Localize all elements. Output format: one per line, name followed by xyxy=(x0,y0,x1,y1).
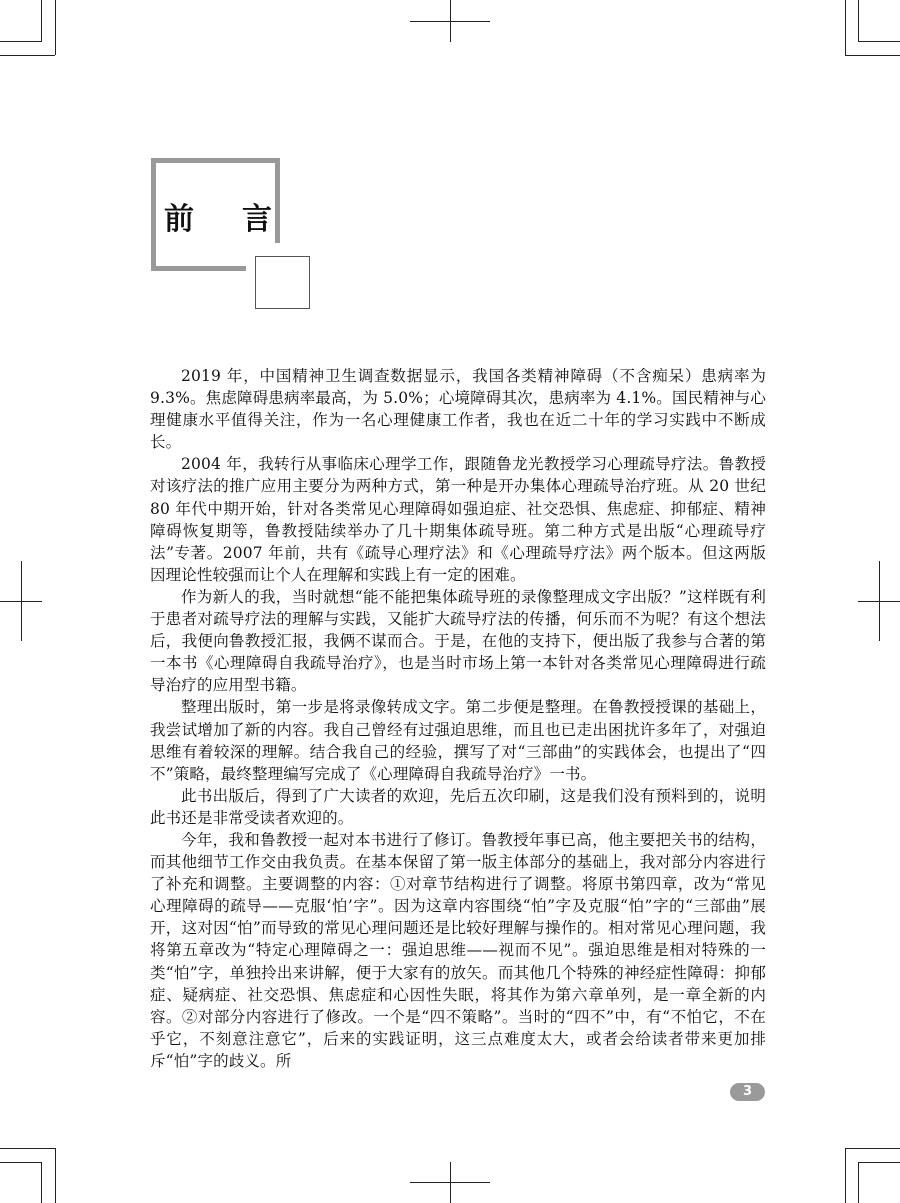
crop-mark xyxy=(845,0,846,55)
body-text xyxy=(150,365,766,1072)
paragraph: 2019 年，中国精神卫生调查数据显示，我国各类精神障碍（不含痴呆）患病率为 9.3%。焦虑障碍患病率最高，为 5.0%；心境障碍其次，患病率为 4.1%。国民精神与心理健康水平值得关注，作为一名心理健康工作者，我也在近二十年的学习实践中不断成长。 xyxy=(150,367,766,452)
title-square xyxy=(255,256,310,309)
title-char-2: 言 xyxy=(242,202,272,237)
paragraph: 今年，我和鲁教授一起对本书进行了修订。鲁教授年事已高，他主要把关书的结构，而其他细节工作交由我负责。在基本保留了第一版主体部分的基础上，我对部分内容进行了补充和调整。主要调整的内容：①对章节结构进行了调整。将原书第四章，改为“常见心理障碍的疏导——克服‘怕’字”。因为这章内容围绕“怕”字及克服“怕”字的“三部曲”展开，这对因“怕”而导致的常见心理问题还是比较好理解与操作的。相对常见心理问题，我将第五章改为“特定心理障碍之一：强迫思维——视而不见”。强迫思维是相对特殊的一类“怕”字，单独拎出来讲解，便于大家有的放矢。而其他几个特殊的神经症性障碍：抑郁症、疑病症、社交恐惧、焦虑症和心因性失眠，将其作为第六章单列，是一章全新的内容。②对部分内容进行了修改。一个是“四不策略”。当时的“四不”中，有“不怕它，不在乎它，不刻意注意它”，后来的实践证明，这三点难度太大，或者会给读者带来更加排斥“怕”字的歧义。所 xyxy=(150,830,766,1070)
crop-mark xyxy=(41,0,42,42)
registration-mark xyxy=(21,561,22,641)
paragraph: 此书出版后，得到了广大读者的欢迎，先后五次印刷，这是我们没有预料到的，说明此书还是非常受读者欢迎的。 xyxy=(150,786,766,827)
crop-mark xyxy=(858,0,859,42)
crop-mark xyxy=(55,1148,56,1203)
crop-mark xyxy=(41,1162,42,1203)
crop-mark xyxy=(845,1148,900,1149)
crop-mark xyxy=(858,41,900,42)
crop-mark xyxy=(0,55,55,56)
crop-mark xyxy=(845,55,900,56)
page-title xyxy=(164,198,284,242)
crop-mark xyxy=(858,1162,859,1203)
crop-mark xyxy=(55,0,56,55)
registration-mark xyxy=(450,1162,451,1203)
crop-mark xyxy=(0,1148,55,1149)
crop-mark xyxy=(845,1148,846,1203)
paragraph: 整理出版时，第一步是将录像转成文字。第二步便是整理。在鲁教授授课的基础上，我尝试增加了新的内容。我自己曾经有过强迫思维，而且也已走出困扰许多年了，对强迫思维有着较深的理解。结合我自己的经验，撰写了对“三部曲”的实践体会，也提出了“四不”策略，最终整理编写完成了《心理障碍自我疏导治疗》一书。 xyxy=(150,698,766,783)
registration-mark xyxy=(450,0,451,42)
paragraph: 作为新人的我，当时就想“能不能把集体疏导班的录像整理成文字出版？”这样既有利于患者对疏导疗法的理解与实践，又能扩大疏导疗法的传播，何乐而不为呢？有这个想法后，我便向鲁教授汇报，我俩不谋而合。于是，在他的支持下，便出版了我参与合著的第一本书《心理障碍自我疏导治疗》，也是当时市场上第一本针对各类常见心理障碍进行疏导治疗的应用型书籍。 xyxy=(150,587,766,695)
registration-mark xyxy=(879,561,880,641)
title-char-1: 前 xyxy=(164,202,194,237)
paragraph: 2004 年，我转行从事临床心理学工作，跟随鲁龙光教授学习心理疏导疗法。鲁教授对该疗法的推广应用主要分为两种方式，第一种是开办集体心理疏导治疗班。从 20 世纪 80 年代中期开始，针对各类常见心理障碍如强迫症、社交恐惧、焦虑症、抑郁症、精神障碍恢复期等，鲁教授陆续举办了几十期集体疏导班。第二种方式是出版“心理疏导疗法”专著。2007 年前，共有《疏导心理疗法》和《心理疏导疗法》两个版本。但这两版因理论性较强而让个人在理解和实践上有一定的困难。 xyxy=(150,455,766,584)
crop-mark xyxy=(858,1162,900,1163)
page-number: 3 xyxy=(730,1083,765,1101)
crop-mark xyxy=(0,41,42,42)
crop-mark xyxy=(0,1162,42,1163)
